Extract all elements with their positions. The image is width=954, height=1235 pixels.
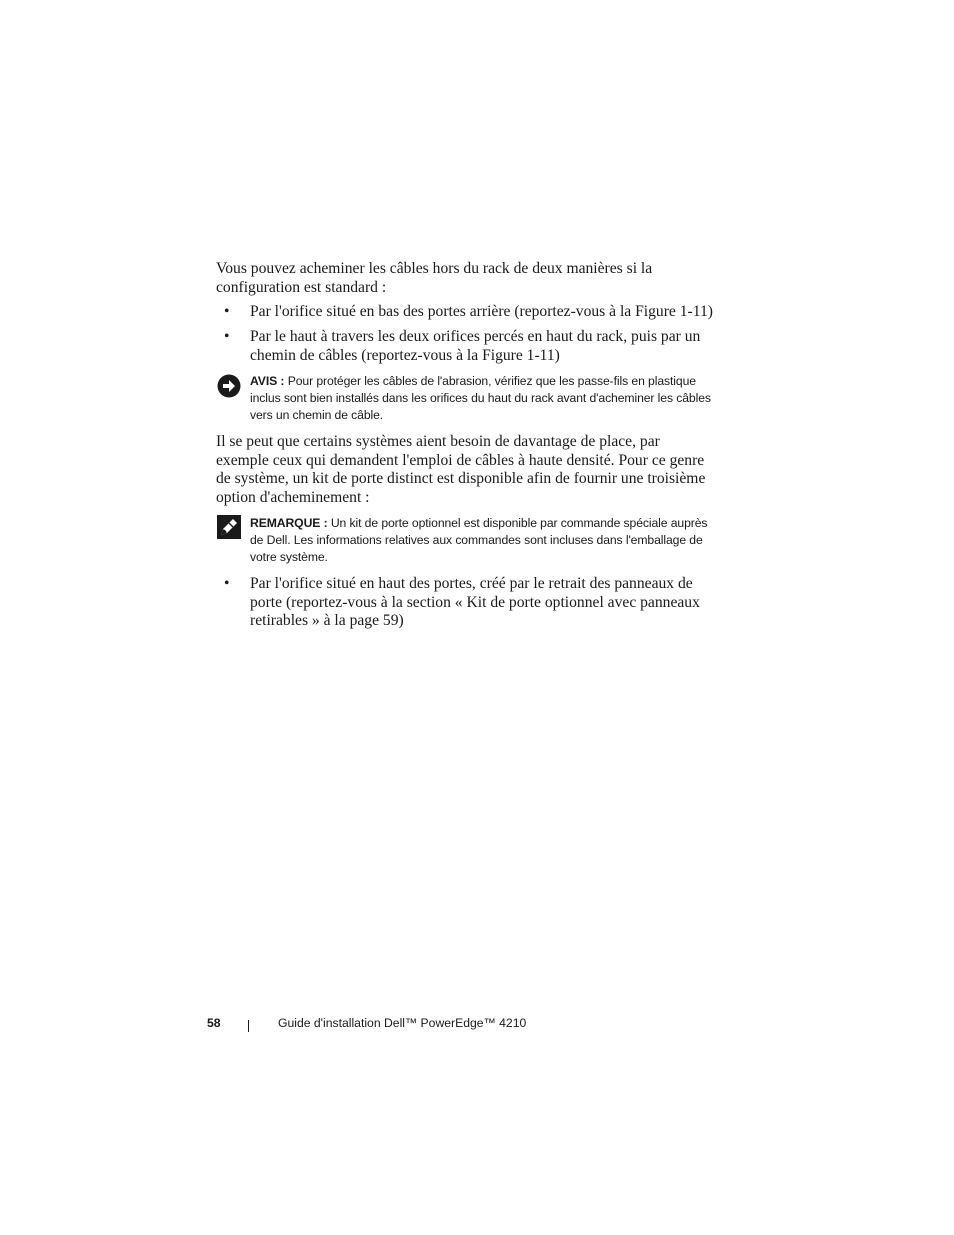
notice-text: Pour protéger les câbles de l'abrasion, vérifiez que les passe-fils en plastique inclus sont bien installés dans les orifices du haut du rack avant d'acheminer les câbles vers un chemin de câble. [250,374,711,423]
remark-text: Un kit de porte optionnel est disponible par commande spéciale auprès de Dell. Les informations relatives aux commandes sont incluses dans l'emballage de votre système. [250,516,708,565]
notice-text-block [250,373,720,425]
notice-label: AVIS : [250,374,285,388]
notice-arrow-icon [217,374,241,398]
remark-label: REMARQUE : [250,516,328,530]
footer-title: Guide d'installation Dell™ PowerEdge™ 4210 [278,1016,527,1030]
list-item-text: Par l'orifice situé en bas des portes arrière (reportez-vous à la Figure 1-11) [250,303,713,320]
list-item-text: Par l'orifice situé en haut des portes, créé par le retrait des panneaux de porte (reportez-vous à la section « Kit de porte optionnel avec panneaux retirables » à la page 59) [250,575,700,630]
page-number: 58 [207,1016,221,1030]
bullet-marker: • [224,575,230,592]
intro-paragraph: Vous pouvez acheminer les câbles hors du rack de deux manières si la configuration est standard : [216,260,653,296]
footer-divider [248,1020,249,1032]
list-item-text: Par le haut à travers les deux orifices percés en haut du rack, puis par un chemin de câbles (reportez-vous à la Figure 1-11) [250,328,701,364]
density-paragraph: Il se peut que certains systèmes aient besoin de davantage de place, par exemple ceux qui demandent l'emploi de câbles à haute densité. Pour ce genre de système, un kit de porte distinct est disponible afin de fournir une troisième option d'acheminement : [216,433,706,507]
page-footer [0,1016,954,1036]
note-pencil-icon [217,515,241,539]
bullet-marker: • [224,303,230,320]
remark-text-block [250,515,720,567]
bullet-marker: • [224,328,230,345]
